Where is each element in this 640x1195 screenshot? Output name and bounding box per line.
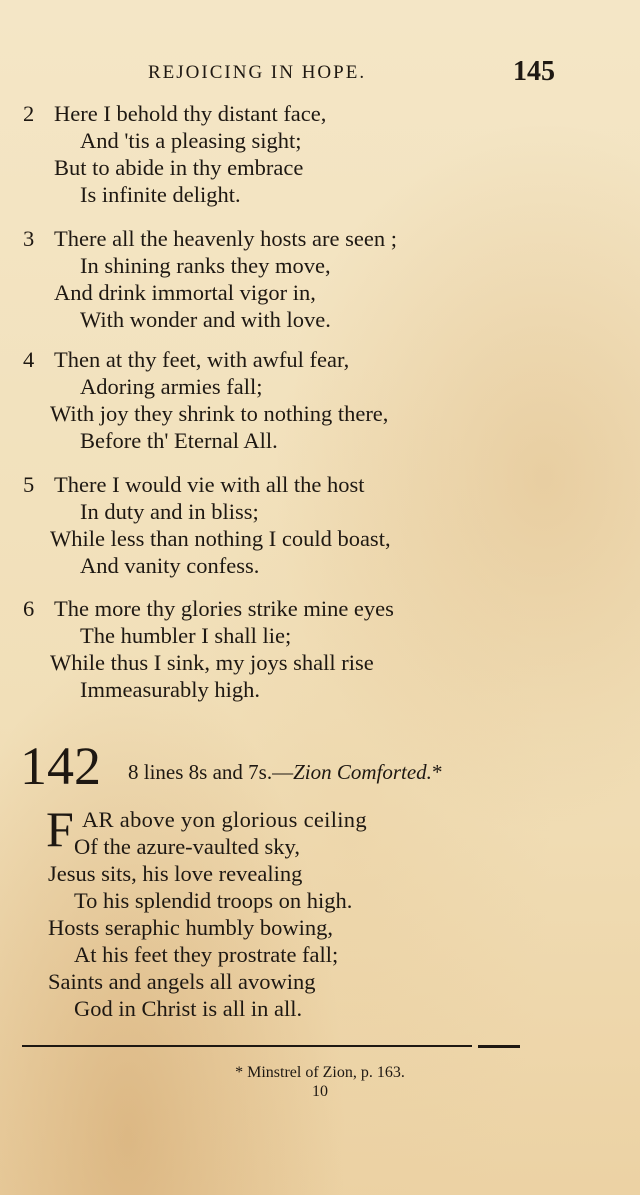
verse-line: At his feet they prostrate fall; [74, 942, 339, 967]
footnote-mark: * [431, 760, 443, 784]
verse-line: In shining ranks they move, [80, 253, 331, 278]
verse-line: But to abide in thy embrace [54, 155, 304, 180]
verse-line-with-italic [50, 400, 388, 428]
verse-line: And 'tis a pleasing sight; [80, 128, 302, 153]
verse-line: While thus I sink, my joys shall rise [50, 650, 374, 675]
stanza-number: 2 [23, 101, 35, 126]
verse-line: With joy they shrink to nothing there, [50, 401, 389, 426]
verse-line: Saints and angels all avowing [48, 969, 316, 994]
verse-line: Is infinite delight. [80, 182, 241, 207]
running-head: REJOICING IN HOPE. [148, 62, 367, 83]
verse-line: There all the heavenly hosts are seen ; [54, 226, 397, 251]
verse-line: Here I behold thy distant face, [54, 101, 327, 126]
drop-cap: F [46, 801, 74, 857]
hymn-title: Zion Comforted. [293, 760, 432, 784]
verse-line: With wonder and with love. [80, 307, 331, 332]
verse-line: Hosts seraphic humbly bowing, [48, 915, 333, 940]
verse-line: Adoring armies fall; [80, 374, 263, 399]
hymn-number: 142 [20, 736, 101, 796]
stanza-number: 5 [23, 472, 35, 497]
verse-line: In duty and in bliss; [80, 499, 259, 524]
page-number: 145 [513, 56, 555, 87]
verse-line: Then at thy feet, with awful fear, [54, 347, 350, 372]
verse-line: To his splendid troops on high. [74, 888, 353, 913]
stanza-number: 4 [23, 347, 35, 372]
verse-line: There I would vie with all the host [54, 472, 365, 497]
hymn-meter: 8 lines 8s and 7s.— [128, 760, 294, 784]
verse-line: The more thy glories strike mine eyes [54, 596, 394, 621]
verse-line: And vanity confess. [80, 553, 260, 578]
footnote-rule-end [478, 1045, 520, 1048]
verse-line: God in Christ is all in all. [74, 996, 303, 1021]
verse-line: Jesus sits, his love revealing [48, 861, 303, 886]
verse-line: While less than nothing I could boast, [50, 526, 391, 551]
stanza-number: 6 [23, 596, 35, 621]
page-header [0, 56, 640, 90]
footnote-rule [22, 1045, 472, 1047]
hymn-meter-line [128, 760, 442, 785]
verse-line: Before th' Eternal All. [80, 428, 278, 453]
footnote: * Minstrel of Zion, p. 163. [235, 1064, 405, 1081]
hymn-heading [0, 738, 640, 798]
verse-line: AR above yon glorious ceiling [82, 807, 367, 832]
verse-line: The humbler I shall lie; [80, 623, 292, 648]
verse-line: Immeasurably high. [80, 677, 260, 702]
verse-line: And drink immortal vigor in, [54, 280, 316, 305]
stanza-number: 3 [23, 226, 35, 251]
verse-line: Of the azure-vaulted sky, [74, 834, 300, 859]
signature-mark: 10 [312, 1083, 328, 1100]
